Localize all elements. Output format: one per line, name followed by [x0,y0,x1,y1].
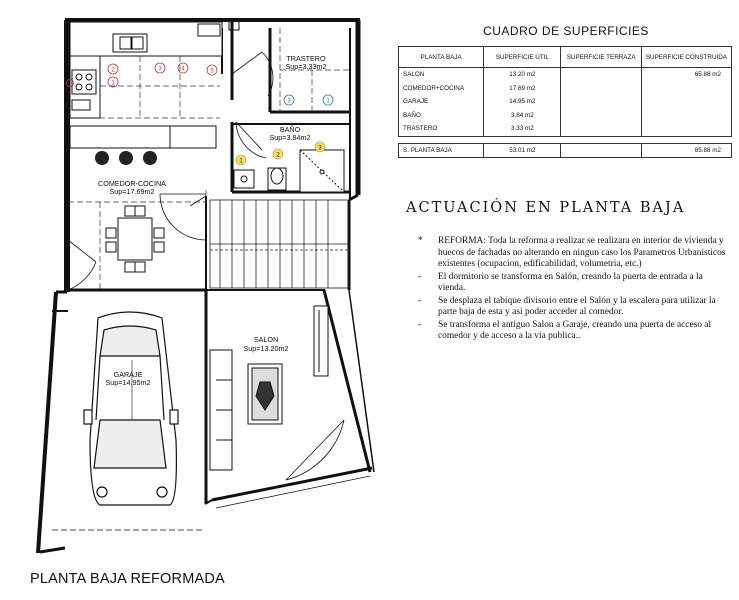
note-bullet: - [418,295,422,306]
table-row [399,68,732,82]
bath-marker: 2 [276,152,280,159]
car [84,312,178,505]
bath-marker: 3 [318,145,322,152]
kitchen-marker: 5 [210,68,214,75]
room-area-salon: Sup=13.20m2 [243,344,289,353]
note-item [414,272,729,295]
room-name-garaje: GARAJE [113,370,143,379]
table-row [399,122,732,136]
kitchen-marker: 3 [158,66,162,73]
row-construida [641,82,731,96]
table-header-cell: SUPERFICIE ÚTIL [484,47,561,68]
dining-table [106,206,164,272]
actuacion-notes [414,236,729,344]
note-item [414,320,729,343]
entrance-door [286,420,344,480]
table-row [399,82,732,96]
row-construida [641,109,731,123]
row-name: GARAJE [399,95,484,109]
row-util: 14.95 m2 [484,95,561,109]
row-construida [641,95,731,109]
note-text: REFORMA: Toda la reforma a realizar se realizara en interior de vivienda y huecos de fachadas no alterando en ningun caso los Parametros Urbanisticos existentes (ocupacion, edificabilidad, volumetria, etc.) [438,236,726,269]
table-row [399,95,732,109]
staircase [210,200,348,288]
note-item [414,296,729,319]
room-area-trastero: Sup=3.33m2 [285,62,327,71]
row-name: COMEDOR+COCINA [399,82,484,96]
table-title: CUADRO DE SUPERFICIES [483,24,649,38]
row-terraza [561,109,641,123]
kitchen-marker: 2 [111,67,115,74]
row-terraza [561,95,641,109]
total-util: 53.01 m2 [484,143,561,157]
total-terraza [561,143,641,157]
room-name-bano: BAÑO [279,125,301,134]
table-header-row [399,47,732,68]
note-text: Se desplaza el tabique divisorio entre el Salón y la escalera para utilizar la parte baja de esta y asi poder acceder al comedor. [438,295,716,317]
plan-caption: PLANTA BAJA REFORMADA [30,571,225,587]
row-terraza [561,68,641,82]
bathroom-fixtures [234,150,344,192]
room-area-comedor-cocina: Sup=17.69m2 [109,187,155,196]
kitchen-marker: 4 [181,66,185,73]
note-text: El dormitorio se transforma en Salón, creando la puerta de entrada a la vienda. [438,271,703,293]
trastero-marker: 1 [326,98,330,105]
row-terraza [561,122,641,136]
room-name-salon: SALON [253,335,279,344]
total-name: S. PLANTA BAJA [399,143,484,157]
row-name: TRASTERO [399,122,484,136]
room-area-garaje: Sup=14.95m2 [105,378,151,387]
row-terraza [561,82,641,96]
total-construida: 65.88 m2 [641,143,731,157]
note-bullet: - [418,319,422,330]
room-area-bano: Sup=3.84m2 [269,133,311,142]
row-name: SALON [399,68,484,82]
salon-furniture [210,306,328,470]
row-util: 3.33 m2 [484,122,561,136]
bath-marker: 1 [239,158,243,165]
room-name-comedor-cocina: COMEDOR-COCINA [98,179,166,188]
row-construida: 65.88 m2 [641,68,731,82]
trastero-marker: 3 [287,98,291,105]
table-header-cell: SUPERFICIE TERRAZA [561,47,641,68]
note-item [414,236,729,271]
table-row [399,109,732,123]
kitchen-marker-labels [111,67,214,87]
table-header-cell: SUPERFICIE CONSTRUIDA [641,47,731,68]
row-util: 17.69 m2 [484,82,561,96]
actuacion-title: ACTUACIÓN EN PLANTA BAJA [406,200,686,216]
note-bullet: * [418,236,423,246]
table-total-row [399,143,732,157]
room-name-trastero: TRASTERO [286,54,326,63]
row-util: 3.84 m2 [484,109,561,123]
table-header-cell: PLANTA BAJA [399,47,484,68]
row-name: BAÑO [399,109,484,123]
note-text: Se transforma el antiguo Salon a Garaje, creando una puerta de acceso al comedor y de acceso a la via publica.. [438,319,712,341]
row-util: 13.20 m2 [484,68,561,82]
surfaces-table [398,46,732,158]
bar-stools [95,151,157,165]
row-construida [641,122,731,136]
kitchen-marker: 1 [111,80,115,87]
note-bullet: - [418,271,422,282]
kitchen-counter [70,22,222,148]
